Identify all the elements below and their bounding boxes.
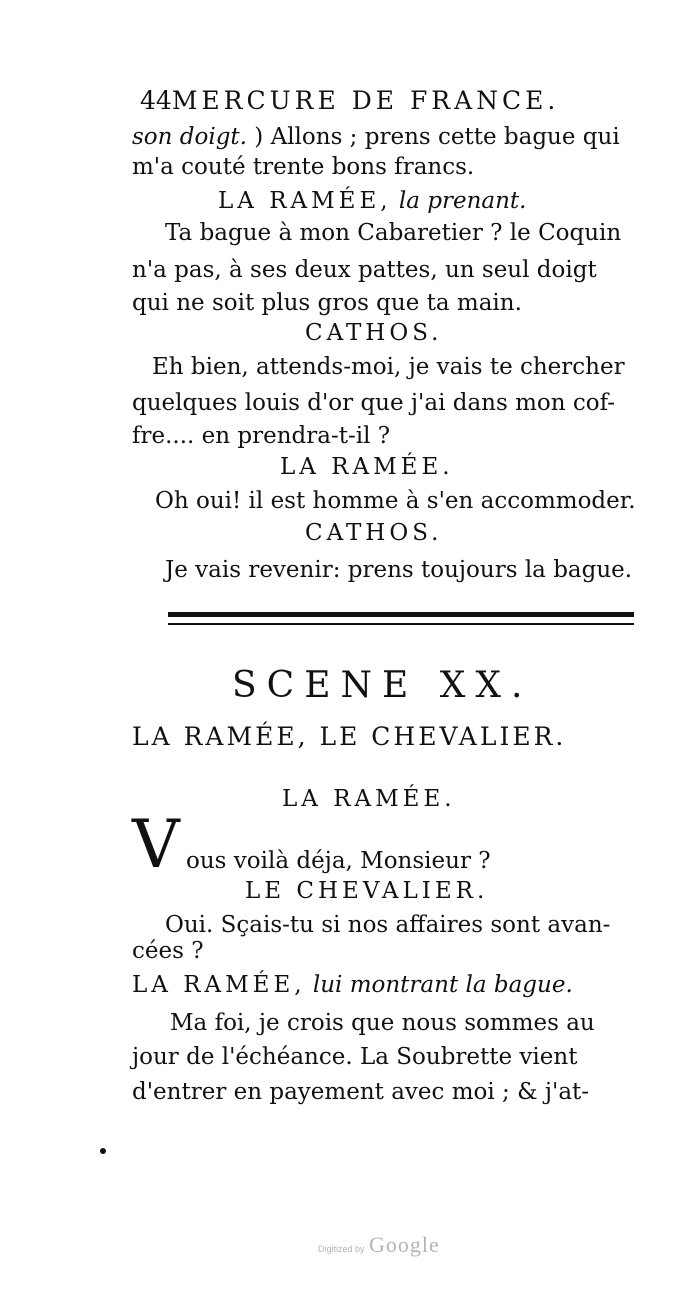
text-line: Ta bague à mon Cabaretier ? le Coquin	[165, 220, 622, 246]
speaker-heading: LA RAMÉE.	[282, 786, 456, 812]
speaker-heading: CATHOS.	[305, 320, 443, 346]
text-line: fre.... en prendra-t-il ?	[132, 423, 391, 449]
italic-text: son doigt.	[132, 124, 247, 150]
speaker-heading: LA RAMÉE.	[280, 454, 454, 480]
text-line: Ma foi, je crois que nous sommes au	[170, 1010, 595, 1036]
text-line: quelques louis d'or que j'ai dans mon cof-	[132, 390, 616, 416]
speaker-heading	[218, 186, 526, 216]
text-line: m'a couté trente bons francs.	[132, 154, 475, 180]
digitization-watermark	[318, 1232, 440, 1258]
text-line: n'a pas, à ses deux pattes, un seul doigt	[132, 257, 597, 283]
text-line: Oui. Sçais-tu si nos affaires sont avan-	[165, 912, 611, 938]
text-line: d'entrer en payement avec moi ; & j'at-	[132, 1079, 590, 1105]
text-line	[132, 122, 620, 152]
watermark-prefix: Digitized by	[318, 1244, 365, 1254]
text-line: Oh oui! il est homme à s'en accommoder.	[155, 488, 636, 514]
text-line: Eh bien, attends-moi, je vais te chercher	[152, 354, 625, 380]
ink-dot	[100, 1148, 106, 1154]
text-line: Je vais revenir: prens toujours la bague.	[165, 557, 633, 583]
page-number: 44	[140, 86, 172, 115]
scene-title: SCENE XX.	[232, 665, 533, 706]
watermark-brand: Google	[368, 1232, 440, 1257]
text-line: cées ?	[132, 938, 204, 964]
text-line: ous voilà déja, Monsieur ?	[186, 848, 491, 874]
running-header	[140, 86, 559, 116]
text-line: jour de l'échéance. La Soubrette vient	[132, 1044, 578, 1070]
running-title: MERCURE DE FRANCE.	[171, 86, 560, 115]
stage-direction: lui montrant la bague.	[312, 972, 573, 998]
speaker-heading	[132, 970, 573, 1000]
text-span: ) Allons ; prens cette bague qui	[254, 124, 620, 150]
drop-capital: V	[132, 806, 180, 883]
scene-characters: LA RAMÉE, LE CHEVALIER.	[132, 722, 567, 751]
speaker-name: LA RAMÉE,	[218, 188, 392, 214]
speaker-name: LA RAMÉE,	[132, 972, 306, 998]
double-rule-thick	[168, 612, 634, 617]
double-rule-thin	[168, 623, 634, 625]
speaker-heading: LE CHEVALIER.	[245, 878, 489, 904]
text-line: qui ne soit plus gros que ta main.	[132, 290, 522, 316]
stage-direction: la prenant.	[398, 188, 527, 214]
speaker-heading: CATHOS.	[305, 520, 443, 546]
